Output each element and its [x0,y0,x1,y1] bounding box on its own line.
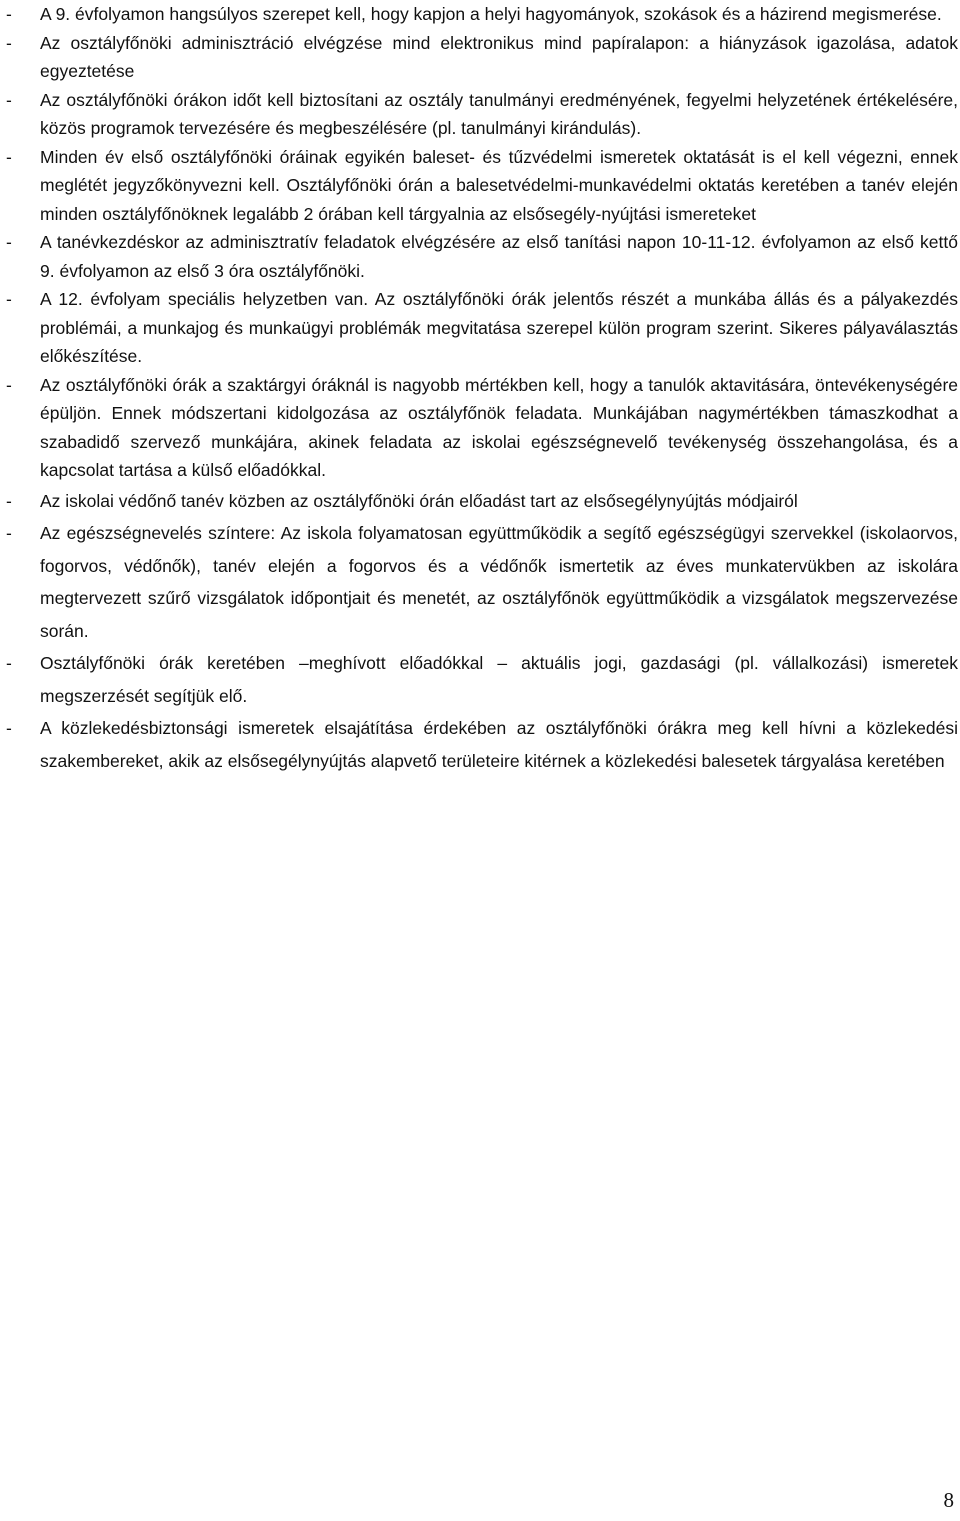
bullet-dash: - [6,289,12,309]
list-item-text: Az osztályfőnöki órák a szaktárgyi óráknál is nagyobb mértékben kell, hogy a tanulók aktavitására, öntevékenységére épüljön. Ennek módszertani kidolgozása az osztályfőnök feladata. Munkájában nagymértékben támaszkodhat a szabadidő szervező munkájára, akinek feladata az iskolai egészségnevelő tevékenység összehangolása, és a kapcsolat tartása a külső előadókkal. [40,374,958,480]
list-item-text: Osztályfőnöki órák keretében –meghívott előadókkal – aktuális jogi, gazdasági (pl. vállalkozási) ismeretek megszerzését segítjük elő. [40,653,958,706]
list-item [6,371,958,485]
list-item [6,647,958,712]
list-item [6,712,958,777]
bullet-dash: - [6,146,12,167]
list-item [6,86,958,143]
bullet-dash: - [6,32,12,53]
list-item-text: A 9. évfolyamon hangsúlyos szerepet kell, hogy kapjon a helyi hagyományok, szokások és a házirend megismerése. [40,4,942,24]
list-item-text: Az egészségnevelés színtere: Az iskola folyamatosan együttműködik a segítő egészségügyi szervekkel (iskolaorvos, fogorvos, védőnők), tanév elején a fogorvos és a védőnők ismertetik az éves munkatervükben az iskolára megtervezett szűrő vizsgálatok időpontjait és menetét, az osztályfőnök együttműködik a vizsgálatok megszervezése során. [40,523,958,641]
list-item-text: A tanévkezdéskor az adminisztratív feladatok elvégzésére az első tanítási napon 10-11-12. évfolyamon az első kettő 9. évfolyamon az első 3 óra osztályfőnöki. [40,232,958,281]
list-item [6,485,958,518]
bullet-list [6,0,958,777]
list-item [6,29,958,86]
list-item [6,143,958,229]
list-item [6,285,958,371]
list-item-text: Az iskolai védőnő tanév közben az osztályfőnöki órán előadást tart az elsősegélynyújtás módjairól [40,490,798,511]
page-number: 8 [943,1488,954,1512]
bullet-dash: - [6,718,12,738]
bullet-dash: - [6,653,12,673]
bullet-dash: - [6,490,12,511]
bullet-dash: - [6,4,12,24]
list-item [6,228,958,285]
list-item-text: A közlekedésbiztonsági ismeretek elsajátítása érdekében az osztályfőnöki órákra meg kell hívni a közlekedési szakembereket, akik az elsősegélynyújtás alapvető területeire kitérnek a közlekedési balesetek tárgyalása keretében [40,718,958,771]
bullet-dash: - [6,523,12,543]
list-item-text: Az osztályfőnöki órákon időt kell biztosítani az osztály tanulmányi eredményének, fegyelmi helyzetének értékelésére, közös programok tervezésére és megbeszélésére (pl. tanulmányi kirándulás). [40,89,958,138]
list-item-text: Az osztályfőnöki adminisztráció elvégzése mind elektronikus mind papíralapon: a hiányzások igazolása, adatok egyeztetése [40,32,958,81]
list-item [6,0,958,29]
bullet-dash: - [6,374,12,395]
list-item-text: Minden év első osztályfőnöki óráinak egyikén baleset- és tűzvédelmi ismeretek oktatását is el kell végezni, ennek meglétét jegyzőkönyvezni kell. Osztályfőnöki órán a balesetvédelmi-munkavédelmi oktatás keretében a tanév elején minden osztályfőnöknek legalább 2 órában kell tárgyalnia az elsősegély-nyújtási ismereteket [40,146,958,224]
list-item [6,517,958,647]
bullet-dash: - [6,232,12,252]
list-item-text: A 12. évfolyam speciális helyzetben van. Az osztályfőnöki órák jelentős részét a munkába állás és a pályakezdés problémái, a munkajog és munkaügyi problémák megvitatása szerepel külön program szerint. Sikeres pályaválasztás előkészítése. [40,289,958,366]
bullet-dash: - [6,89,12,110]
